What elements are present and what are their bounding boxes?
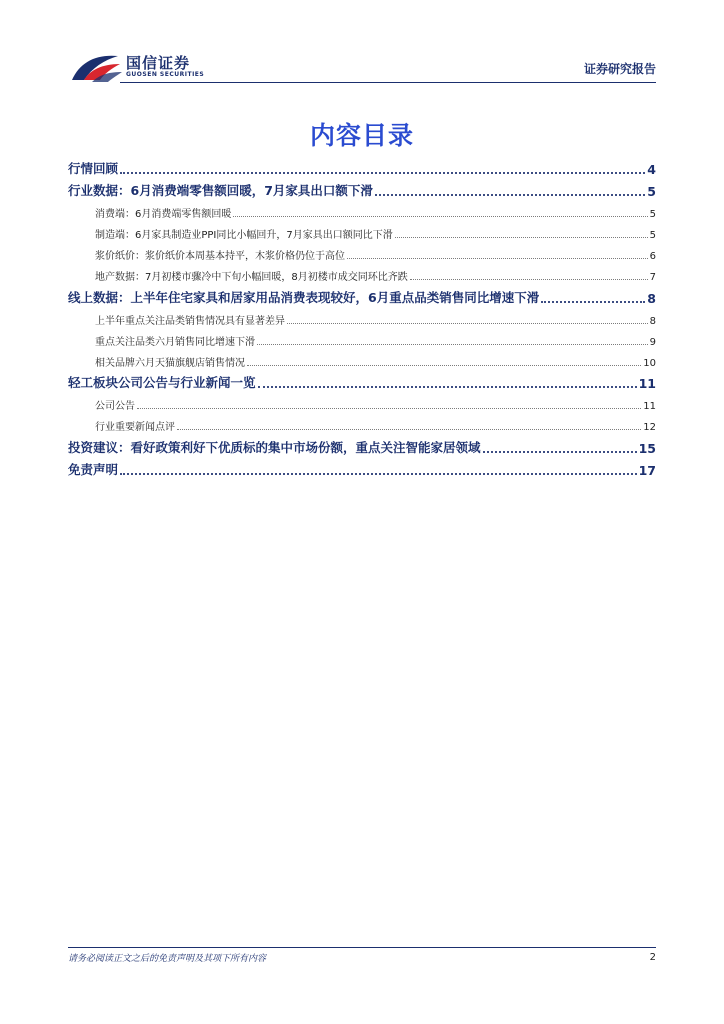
toc-entry-level2[interactable] — [68, 220, 656, 241]
brand-name-en: GUOSEN SECURITIES — [126, 71, 205, 78]
footer-disclaimer: 请务必阅读正文之后的免责声明及其项下所有内容 — [68, 954, 267, 964]
report-type-label: 证券研究报告 — [583, 62, 656, 76]
header-divider — [120, 82, 656, 83]
toc-entry-page: 5 — [649, 209, 656, 220]
page-header — [0, 0, 724, 90]
toc-leader-dots — [137, 408, 641, 409]
toc-leader-dots — [410, 279, 648, 280]
toc-entry-level1[interactable] — [68, 283, 656, 306]
guosen-logo-mark-icon — [70, 52, 124, 84]
toc-leader-dots — [120, 473, 637, 475]
toc-leader-dots — [177, 429, 641, 430]
toc-leader-dots — [347, 258, 648, 259]
toc-entry-level2[interactable] — [68, 391, 656, 412]
toc-entry-text: 制造端：6月家具制造业PPI同比小幅回升，7月家具出口额同比下滑 — [95, 230, 393, 241]
toc-leader-dots — [483, 451, 637, 453]
toc-entry-level1[interactable] — [68, 154, 656, 177]
toc-entry-text: 投资建议：看好政策利好下优质标的集中市场份额，重点关注智能家居领域 — [68, 439, 481, 455]
toc-leader-dots — [395, 237, 648, 238]
toc-title: 内容目录 — [309, 121, 414, 150]
toc-entry-level2[interactable] — [68, 412, 656, 433]
toc-entry-page: 10 — [643, 357, 656, 369]
toc-leader-dots — [257, 344, 648, 345]
toc-entry-level1[interactable] — [68, 177, 656, 200]
toc-entry-text: 线上数据：上半年住宅家具和居家用品消费表现较好，6月重点品类销售同比增速下滑 — [68, 289, 540, 305]
page-number: 2 — [649, 952, 656, 963]
toc-entry-text: 行情回顾 — [68, 160, 119, 176]
toc-entry-page: 4 — [647, 161, 656, 177]
toc-entry-page: 9 — [649, 336, 656, 348]
toc-leader-dots — [233, 216, 647, 217]
toc-entry-page: 15 — [638, 440, 656, 456]
toc-entry-page: 12 — [643, 422, 656, 433]
toc-leader-dots — [258, 386, 637, 388]
toc-leader-dots — [120, 172, 645, 174]
toc-entry-text: 地产数据：7月初楼市骤冷中下旬小幅回暖，8月初楼市成交同环比齐跌 — [95, 272, 408, 283]
toc-entry-text: 免责声明 — [68, 462, 119, 477]
toc-entry-level2[interactable] — [68, 241, 656, 262]
toc-entry-page: 5 — [649, 230, 656, 241]
toc-entry-text: 公司公告 — [95, 401, 135, 412]
toc-entry-page: 11 — [638, 376, 656, 391]
toc-entry-level1[interactable] — [68, 456, 656, 479]
toc-entry-page: 6 — [649, 251, 656, 262]
toc-leader-dots — [375, 194, 645, 196]
toc-entry-page: 7 — [649, 272, 656, 283]
toc-entry-page: 8 — [647, 290, 656, 306]
toc-entry-level2[interactable] — [68, 348, 656, 369]
toc-entry-level2[interactable] — [68, 199, 656, 220]
toc-entry-text: 消费端：6月消费端零售额回暖 — [95, 209, 232, 220]
brand-name-cn: 国信证券 — [126, 54, 191, 72]
toc-entry-page: 11 — [643, 401, 656, 412]
toc-entry-text: 重点关注品类六月销售同比增速下滑 — [95, 336, 255, 348]
toc-entry-level2[interactable] — [68, 327, 656, 348]
footer-divider — [68, 947, 656, 948]
toc-entry-page: 5 — [647, 184, 656, 199]
toc-entry-page: 8 — [649, 315, 656, 327]
toc-entry-text: 相关品牌六月天猫旗舰店销售情况 — [95, 357, 245, 369]
toc-entry-text: 轻工板块公司公告与行业新闻一览 — [68, 375, 256, 390]
toc-entry-level1[interactable] — [68, 433, 656, 456]
toc-leader-dots — [247, 365, 641, 366]
toc-leader-dots — [541, 301, 645, 303]
toc-entry-text: 上半年重点关注品类销售情况具有显著差异 — [95, 315, 285, 327]
toc-entry-text: 行业数据：6月消费端零售额回暖，7月家具出口额下滑 — [68, 183, 373, 198]
toc-leader-dots — [287, 323, 648, 324]
toc-entry-text: 浆价纸价：浆价纸价本周基本持平，木浆价格仍位于高位 — [95, 251, 345, 262]
toc-entry-level2[interactable] — [68, 262, 656, 283]
guosen-logo — [70, 52, 230, 84]
toc-entry-page: 17 — [638, 463, 656, 478]
toc-entry-level2[interactable] — [68, 306, 656, 327]
toc-entry-text: 行业重要新闻点评 — [95, 422, 175, 433]
toc-entry-level1[interactable] — [68, 369, 656, 392]
table-of-contents — [68, 154, 656, 478]
